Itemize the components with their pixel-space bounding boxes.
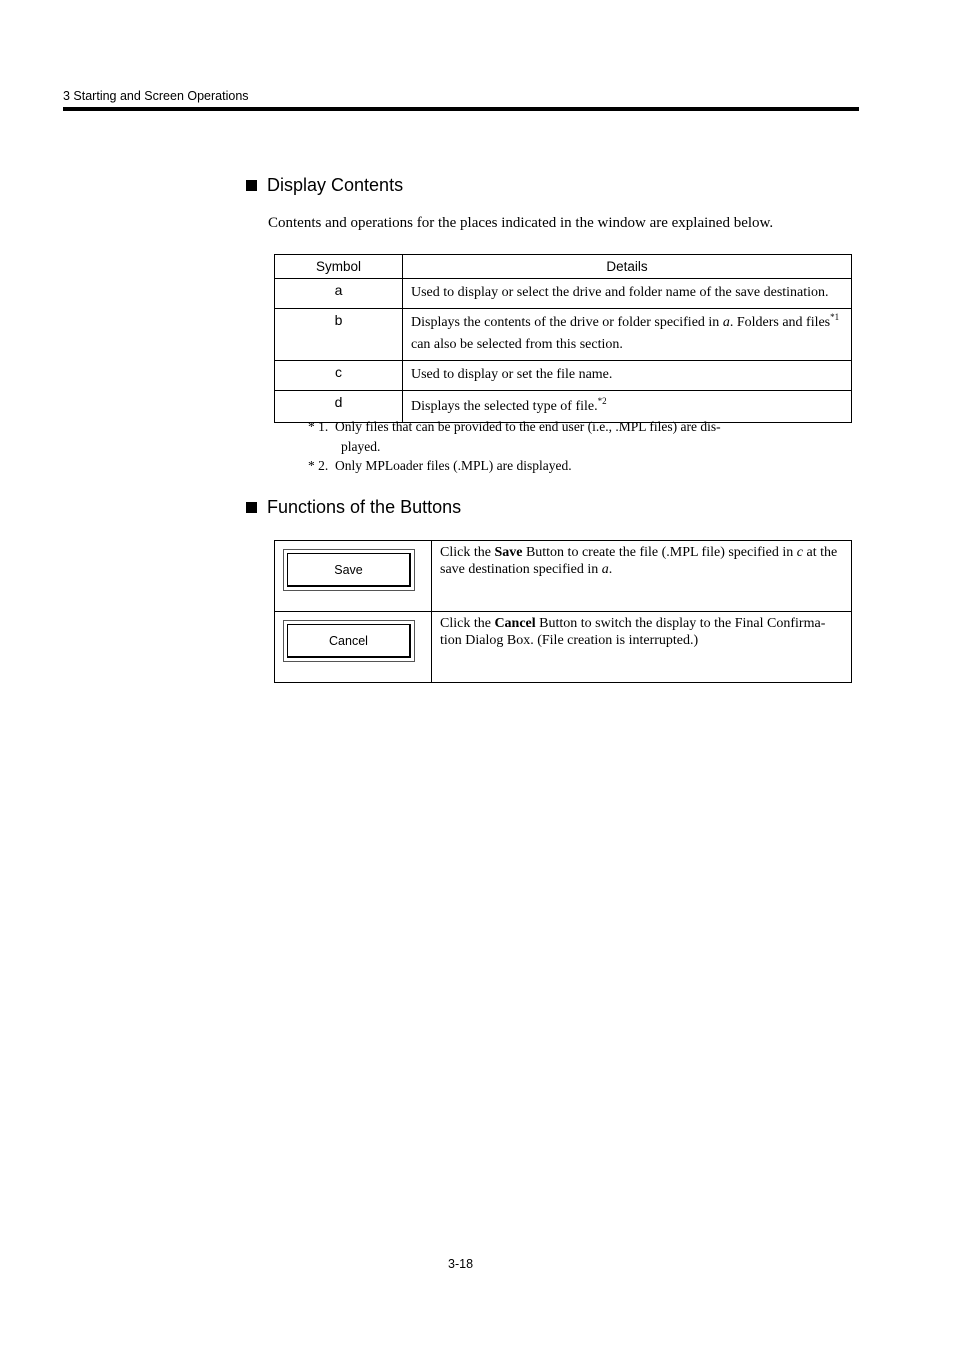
desc-text: at the save destination specified in [440,545,838,577]
desc-bold: Cancel [494,616,536,631]
column-header-symbol: Symbol [275,255,403,279]
footnote-text: Only files that can be provided to the end user (i.e., .MPL files) are dis- [335,419,721,434]
footnote-marker: * 2. [308,458,329,473]
cancel-button-label: Cancel [287,624,411,658]
footnote-marker: * 1. [308,419,329,434]
details-cell: Used to display or select the drive and folder name of the save destination. [403,279,852,309]
details-text: . Folders and files [729,315,831,330]
symbol-cell: b [275,309,403,361]
desc-text: Button to create the file (.MPL file) specified in [522,545,797,560]
column-header-details: Details [403,255,852,279]
footnote-ref: *1 [830,312,840,322]
details-text: can also be selected from this section. [411,337,623,352]
details-text: Displays the selected type of file. [411,399,598,414]
desc-bold: Save [494,545,523,560]
table-row [275,309,852,361]
symbol-table [274,254,852,423]
display-contents-heading-text: Display Contents [267,175,404,195]
desc-text: Click the [440,616,495,631]
details-text: Displays the contents of the drive or folder specified in [411,315,723,330]
running-header: 3 Starting and Screen Operations [63,89,249,103]
table-header-row [275,255,852,279]
details-cell: Used to display or set the file name. [403,361,852,391]
intro-paragraph: Contents and operations for the places indicated in the window are explained below. [268,215,774,231]
header-rule [63,107,859,111]
display-contents-heading [246,175,403,196]
footnote-continuation: played. [341,438,381,454]
desc-text: Button to switch the display to the Final Confirma-tion Dialog Box. (File creation is interrupted.) [440,616,826,648]
desc-text: Click the [440,545,495,560]
desc-ref: a [601,562,609,577]
cancel-button[interactable] [283,620,415,662]
table-row [275,541,852,612]
description-cell [432,541,852,612]
button-cell [275,541,432,612]
footnote-ref: *2 [597,396,607,406]
page-number: 3-18 [448,1257,474,1271]
symbol-cell: a [275,279,403,309]
desc-ref: c [796,545,803,560]
black-square-icon [246,180,257,191]
symbol-cell: c [275,361,403,391]
button-functions-heading [246,497,461,518]
description-cell [432,612,852,683]
table-row [275,279,852,309]
details-ref: a [722,315,730,330]
table-row [275,361,852,391]
symbol-cell: d [275,391,403,423]
footnotes [308,417,721,476]
save-button-label: Save [287,553,411,587]
button-functions-heading-text: Functions of the Buttons [267,497,462,517]
button-cell [275,612,432,683]
save-button[interactable] [283,549,415,591]
details-cell [403,309,852,361]
black-square-icon [246,502,257,513]
table-row [275,612,852,683]
footnote [308,456,721,476]
button-functions-table [274,540,852,683]
desc-text: . [608,562,613,577]
footnote [308,417,721,437]
footnote-text: Only MPLoader files (.MPL) are displayed. [335,458,572,473]
